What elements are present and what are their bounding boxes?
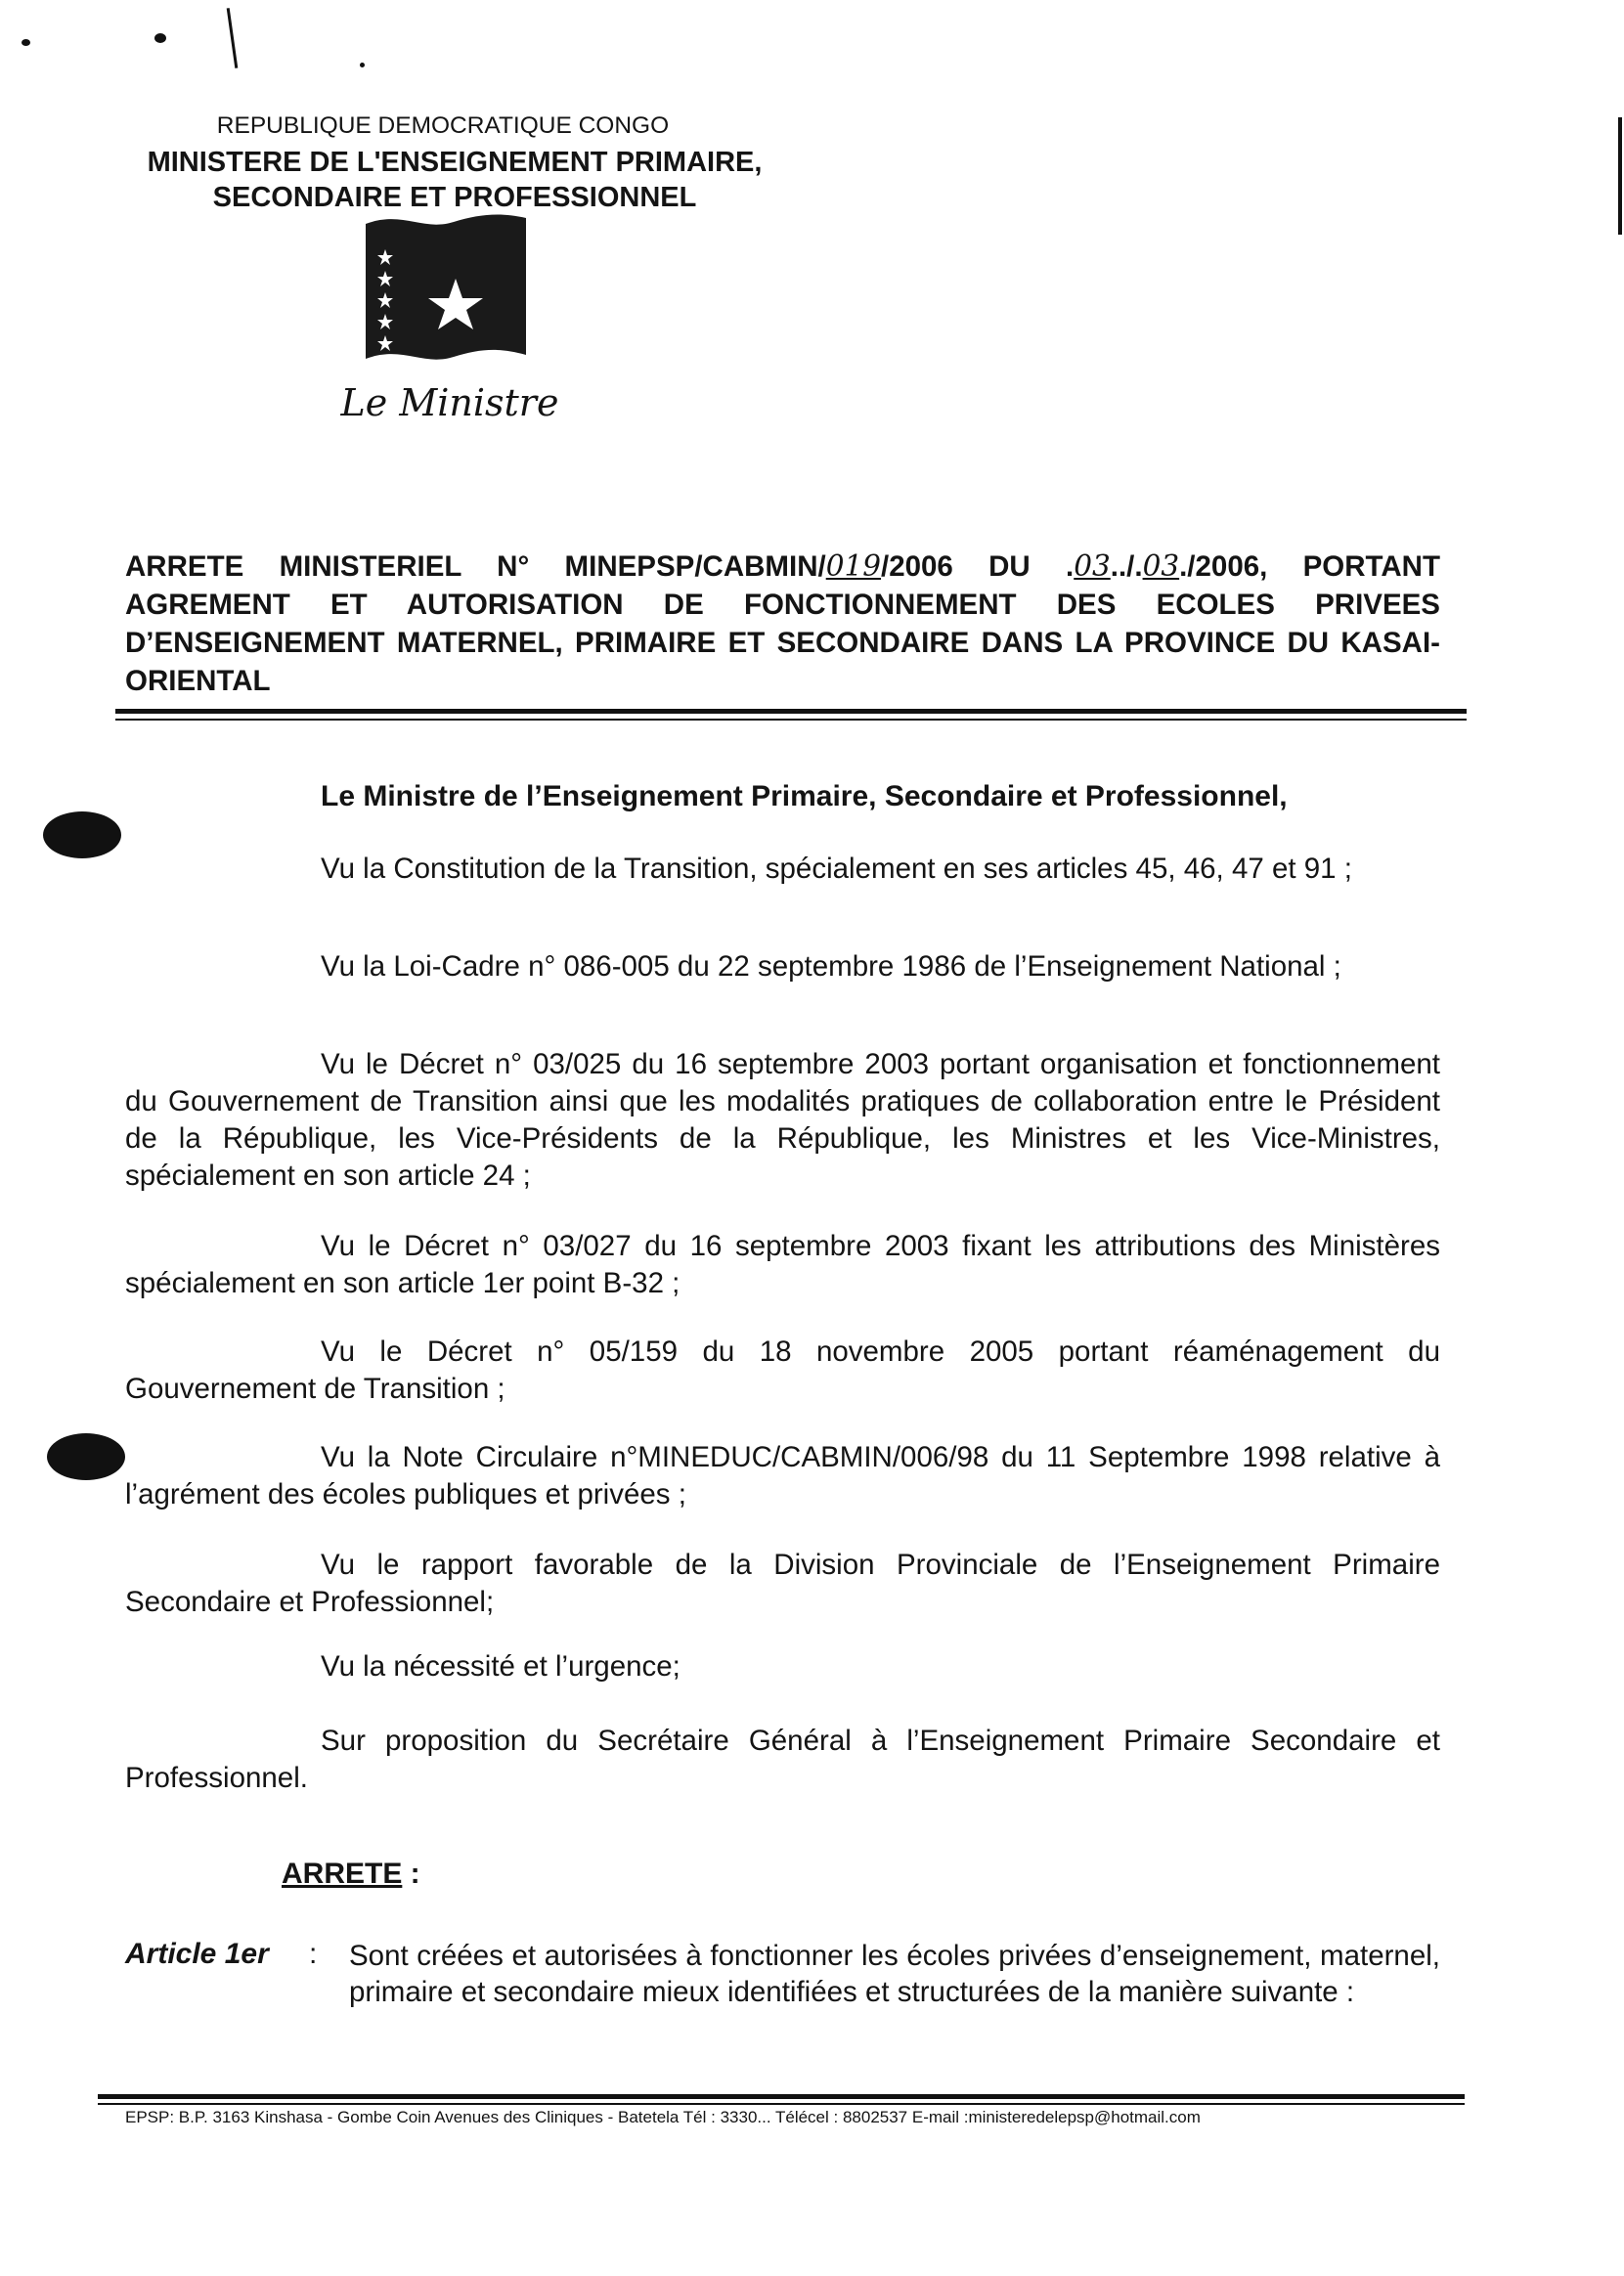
consideration-loi-cadre: Vu la Loi-Cadre n° 086-005 du 22 septembre 1986 de l’Enseignement National ; (321, 950, 1341, 983)
ministry-name-line2: SECONDAIRE ET PROFESSIONNEL (212, 182, 697, 213)
article-1-label: Article 1er (125, 1938, 269, 1970)
decree-heading (282, 1858, 420, 1891)
consideration-decret-05-159: Vu le Décret n° 05/159 du 18 novembre 2005 portant réaménagement du Gouvernement de Transition ; (125, 1335, 1440, 1405)
consideration-proposition: Sur proposition du Secrétaire Général à l’Enseignement Primaire Secondaire et Professionnel. (125, 1725, 1440, 1794)
article-1-text: Sont créées et autorisées à fonctionner les écoles privées d’enseignement, maternel, primaire et secondaire mieux identifiées et structurées de la manière suivante : (349, 1940, 1440, 2008)
consideration-rapport: Vu le rapport favorable de la Division Provinciale de l’Enseignement Primaire Secondaire et Professionnel; (125, 1549, 1440, 1618)
footer-rule-thin (98, 2103, 1465, 2105)
article-1-colon: : (309, 1938, 318, 1970)
title-rule-thin (115, 719, 1467, 721)
ink-speck (154, 33, 166, 43)
signature-title: Le Ministre (340, 381, 559, 424)
punch-hole-mark (47, 1433, 125, 1480)
flag-star-icon (364, 210, 530, 367)
decree-heading-colon: : (402, 1858, 420, 1890)
consideration-constitution: Vu la Constitution de la Transition, spécialement en ses articles 45, 46, 47 et 91 ; (321, 853, 1352, 885)
minister-heading: Le Ministre de l’Enseignement Primaire, Secondaire et Professionnel, (321, 780, 1288, 812)
edge-mark (1618, 117, 1622, 235)
footer-address: EPSP: B.P. 3163 Kinshasa - Gombe Coin Avenues des Cliniques - Batetela Tél : 3330... Télécel : 8802537 E-mail :ministeredelepsp@hotmail.com (125, 2108, 1201, 2126)
consideration-note-circulaire: Vu la Note Circulaire n°MINEDUC/CABMIN/006/98 du 11 Septembre 1998 relative à l’agrément des écoles publiques et privées ; (125, 1441, 1440, 1510)
ink-stroke (227, 8, 239, 68)
title-prefix: ARRETE MINISTERIEL N° MINEPSP/CABMIN/ (125, 550, 826, 583)
country-name: REPUBLIQUE DEMOCRATIQUE CONGO (216, 112, 670, 139)
ink-speck (22, 39, 30, 46)
consideration-urgence: Vu la nécessité et l’urgence; (321, 1650, 680, 1683)
punch-hole-mark (43, 811, 121, 858)
handwritten-number: 019 (825, 549, 882, 583)
title-suffix: ./2006, PORTANT AGREMENT ET AUTORISATION DE FONCTIONNEMENT DES ECOLES PRIVEES D’ENSEIGNEMENT MATERNEL, PRIMAIRE ET SECONDAIRE DANS LA PROVINCE DU KASAI-ORIENTAL (125, 550, 1440, 697)
handwritten-month: 03 (1142, 549, 1180, 583)
consideration-decret-03-027: Vu le Décret n° 03/027 du 16 septembre 2003 fixant les attributions des Ministères spécialement en son article 1er point B-32 ; (125, 1230, 1440, 1299)
ink-speck (360, 63, 365, 67)
footer-rule-thick (98, 2094, 1465, 2099)
title-mid: /2006 DU . (881, 550, 1075, 583)
handwritten-day: 03 (1074, 549, 1111, 583)
decree-heading-word: ARRETE (282, 1858, 403, 1890)
consideration-decret-03-025: Vu le Décret n° 03/025 du 16 septembre 2003 portant organisation et fonctionnement du Gouvernement de Transition ainsi que les modalités pratiques de collaboration entre le Président de la République, les Vice-Présidents de la République, les Ministres et les Vice-Ministres, spécialement en son article 24 ; (125, 1048, 1440, 1192)
decree-title (125, 547, 1440, 700)
ministry-name-line1: MINISTERE DE L'ENSEIGNEMENT PRIMAIRE, (147, 147, 763, 178)
title-rule-thick (115, 709, 1467, 714)
title-date-separator: ../. (1110, 550, 1143, 583)
